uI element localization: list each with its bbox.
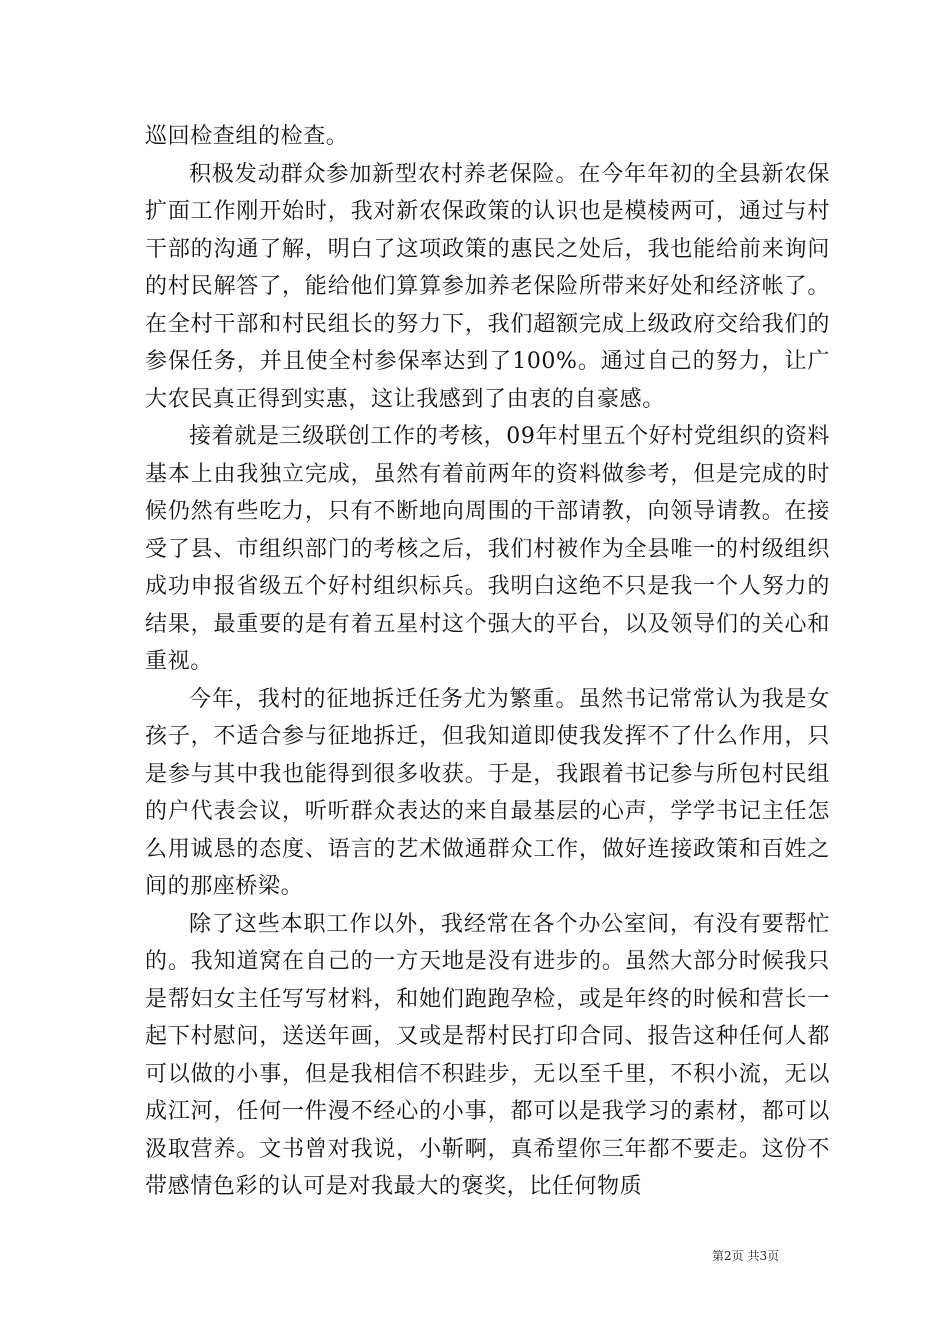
document-body — [145, 118, 830, 1206]
footer-middle: 页 共 — [731, 1249, 760, 1263]
footer-prefix: 第 — [712, 1249, 725, 1263]
footer-current-page: 2 — [724, 1249, 732, 1263]
paragraph-other-work: 除了这些本职工作以外，我经常在各个办公室间，有没有要帮忙的。我知道窝在自己的一方天地是没有进步的。虽然大部分时候我只是帮妇女主任写写材料，和她们跑跑孕检，或是年终的时候和营长一起下村慰问，送送年画，又或是帮村民打印合同、报告这种任何人都可以做的小事，但是我相信不积跬步，无以至千里，不积小流，无以成江河，任何一件漫不经心的小事，都可以是我学习的素材，都可以汲取营养。文书曾对我说，小靳啊，真希望你三年都不要走。这份不带感情色彩的认可是对我最大的褒奖，比任何物质 — [145, 911, 830, 1199]
paragraph-assessment: 接着就是三级联创工作的考核，09年村里五个好村党组织的资料基本上由我独立完成，虽然有着前两年的资料做参考，但是完成的时候仍然有些吃力，只有不断地向周围的干部请教，向领导请教。在接受了县、市组织部门的考核之后，我们村被作为全县唯一的村级组织成功申报省级五个好村组织标兵。我明白这绝不只是我一个人努力的结果，最重要的是有着五星村这个强大的平台，以及领导们的关心和重视。 — [145, 424, 830, 674]
page-number-footer — [712, 1247, 779, 1264]
footer-total-pages: 3 — [759, 1249, 768, 1263]
paragraph-land-requisition: 今年，我村的征地拆迁任务尤为繁重。虽然书记常常认为我是女孩子，不适合参与征地拆迁，但我知道即使我发挥不了什么作用，只是参与其中我也能得到很多收获。于是，我跟着书记参与所包村民组的户代表会议，听听群众表达的来自最基层的心声，学学书记主任怎么用诚恳的态度、语言的艺术做通群众工作，做好连接政策和百姓之间的那座桥梁。 — [145, 686, 830, 899]
paragraph-pension-insurance: 积极发动群众参加新型农村养老保险。在今年年初的全县新农保扩面工作刚开始时，我对新农保政策的认识也是模棱两可，通过与村干部的沟通了解，明白了这项政策的惠民之处后，我也能给前来询问的村民解答了，能给他们算算参加养老保险所带来好处和经济帐了。在全村干部和村民组长的努力下，我们超额完成上级政府交给我们的参保任务，并且使全村参保率达到了100%。通过自己的努力，让广大农民真正得到实惠，这让我感到了由衷的自豪感。 — [145, 161, 830, 412]
paragraph-continuation: 巡回检查组的检查。 — [145, 124, 349, 149]
footer-suffix: 页 — [767, 1249, 780, 1263]
